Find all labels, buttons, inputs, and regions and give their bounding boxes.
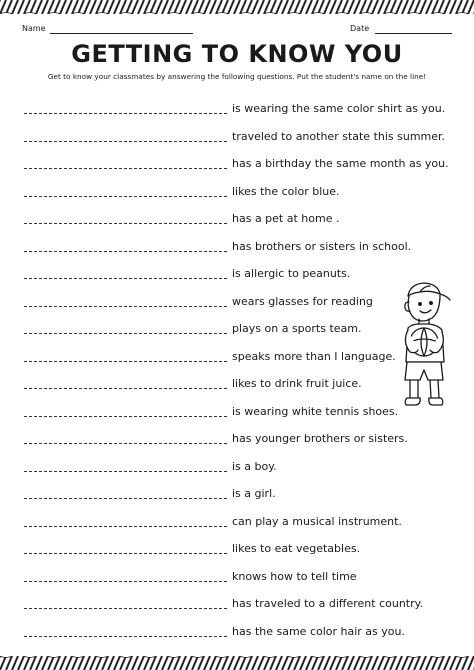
answer-blank[interactable] (24, 471, 227, 472)
question-text: speaks more than I language. (232, 349, 396, 363)
question-text: has the same color hair as you. (232, 624, 405, 638)
question-row (24, 428, 464, 448)
answer-blank[interactable] (24, 251, 227, 252)
question-text: likes to drink fruit juice. (232, 377, 362, 390)
answer-blank[interactable] (24, 388, 227, 389)
question-row (24, 208, 464, 228)
answer-blank[interactable] (24, 333, 227, 334)
answer-blank[interactable] (24, 168, 227, 169)
question-text: is allergic to peanuts. (232, 267, 351, 280)
question-text: is wearing white tennis shoes. (232, 404, 399, 418)
question-text: knows how to tell time (232, 569, 357, 583)
question-text: has younger brothers or sisters. (232, 432, 408, 445)
name-field[interactable] (50, 33, 193, 34)
page-title: GETTING TO KNOW YOU (71, 40, 403, 68)
answer-blank[interactable] (24, 553, 227, 554)
question-row (24, 511, 464, 531)
answer-blank[interactable] (24, 196, 227, 197)
answer-blank[interactable] (24, 443, 227, 444)
question-row (24, 566, 464, 586)
header-row (22, 24, 454, 36)
question-row (24, 181, 464, 201)
question-row (24, 98, 464, 118)
answer-blank[interactable] (24, 141, 227, 142)
question-text: can play a musical instrument. (232, 514, 402, 528)
question-text: has a birthday the same month as you. (232, 157, 449, 170)
question-text: traveled to another state this summer. (232, 129, 446, 143)
question-row (24, 538, 464, 558)
question-row (24, 483, 464, 503)
name-label: Name (22, 24, 46, 33)
question-text: is a boy. (232, 459, 277, 473)
question-text: has brothers or sisters in school. (232, 239, 412, 253)
question-text: wears glasses for reading (232, 294, 373, 308)
date-field[interactable] (375, 33, 452, 34)
question-text: is wearing the same color shirt as you. (232, 102, 446, 115)
question-text: plays on a sports team. (232, 322, 362, 335)
question-text: is a girl. (232, 487, 276, 500)
answer-blank[interactable] (24, 278, 227, 279)
question-row (24, 153, 464, 173)
answer-blank[interactable] (24, 113, 227, 114)
question-text: likes the color blue. (232, 184, 340, 198)
instructions-text: Get to know your classmates by answering the following questions. Put the student's name on the line! (47, 72, 427, 81)
answer-blank[interactable] (24, 223, 227, 224)
answer-blank[interactable] (24, 581, 227, 582)
question-row (24, 593, 464, 613)
question-row (24, 236, 464, 256)
answer-blank[interactable] (24, 636, 227, 637)
question-row (24, 456, 464, 476)
answer-blank[interactable] (24, 498, 227, 499)
answer-blank[interactable] (24, 361, 227, 362)
question-text: likes to eat vegetables. (232, 542, 361, 555)
boy-holding-ball-icon (394, 280, 454, 412)
answer-blank[interactable] (24, 416, 227, 417)
date-label: Date (350, 24, 370, 33)
question-row (24, 126, 464, 146)
answer-blank[interactable] (24, 608, 227, 609)
answer-blank[interactable] (24, 306, 227, 307)
answer-blank[interactable] (24, 526, 227, 527)
question-text: has a pet at home . (232, 212, 340, 225)
question-row (24, 621, 464, 641)
top-stripe-border (0, 0, 474, 14)
bottom-stripe-border (0, 656, 474, 670)
question-text: has traveled to a different country. (232, 597, 424, 610)
